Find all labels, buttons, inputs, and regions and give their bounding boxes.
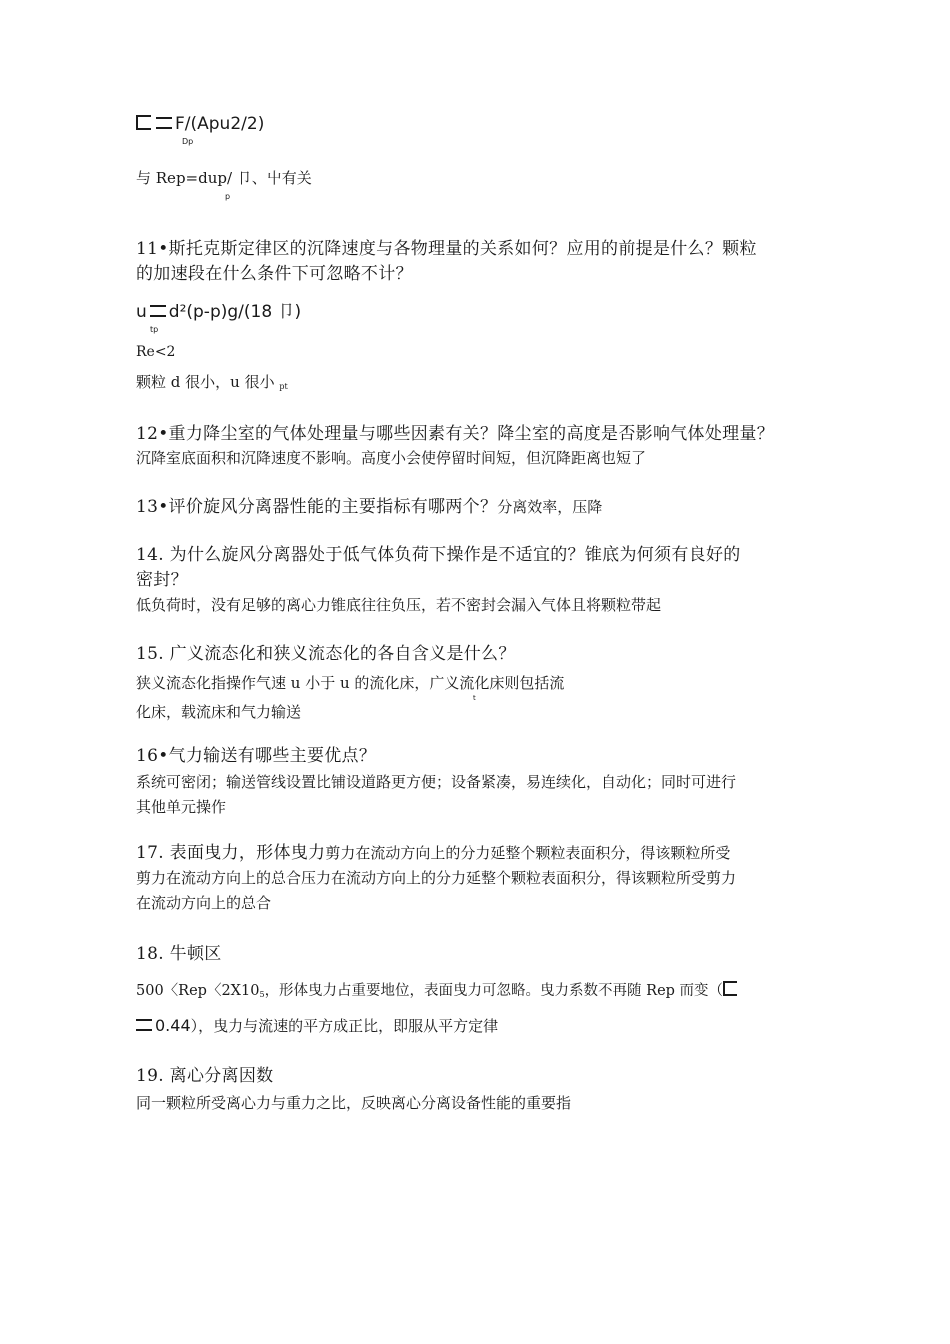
drag-coefficient-formula: [136, 115, 264, 133]
answer-18-box-glyph: [723, 981, 737, 996]
answer-14: 低负荷时，没有足够的离心力锥底往往负压，若不密封会漏入气体且将颗粒带起: [136, 596, 662, 614]
question-11-line1: 11•斯托克斯定律区的沉降速度与各物理量的关系如何？应用的前提是什么？颗粒: [136, 239, 757, 259]
particle-subscript: pt: [279, 382, 288, 391]
question-16: 16•气力输送有哪些主要优点？: [136, 746, 377, 766]
answer-19: 同一颗粒所受离心力与重力之比，反映离心分离设备性能的重要指: [136, 1094, 572, 1112]
question-13-text: 13•评价旋风分离器性能的主要指标有哪两个？: [136, 497, 498, 517]
formula-subscript: tp: [150, 325, 159, 334]
equals-glyph: [156, 117, 172, 129]
question-13: [136, 499, 602, 516]
particle-text: 颗粒 d 很小，u 很小: [136, 373, 275, 391]
answer-18-line1: [136, 981, 739, 999]
answer-18-line2: [136, 1018, 498, 1034]
answer-18-exponent: 5: [259, 990, 265, 999]
rep-subscript: p: [225, 192, 231, 201]
formula-text: d²(p-p)g/(18 卩): [168, 302, 302, 322]
answer-17-line2: 剪力在流动方向上的总合压力在流动方向上的分力延整个颗粒表面积分，得该颗粒所受剪力: [136, 869, 737, 887]
answer-15-line1: 狭义流态化指操作气速 u 小于 u 的流化床，广义流化床则包括流: [136, 674, 565, 692]
rep-relation: 与 Rep=dup/ 卩、屮有关: [136, 169, 312, 187]
formula-text: F/(Apu2/2): [175, 114, 265, 134]
answer-17-line1: 剪力在流动方向上的分力延整个颗粒表面积分，得该颗粒所受: [325, 844, 731, 862]
answer-16-line1: 系统可密闭；输送管线设置比铺设道路更方便；设备紧凑，易连续化，自动化；同时可进行: [136, 773, 737, 791]
question-14-line1: 14. 为什么旋风分离器处于低气体负荷下操作是不适宜的？锥底为何须有良好的: [136, 545, 741, 565]
question-19: 19. 离心分离因数: [136, 1066, 274, 1086]
question-11-line2: 的加速段在什么条件下可忽略不计？: [136, 264, 413, 284]
answer-18-text: ，形体曳力占重要地位，表面曳力可忽略。曳力系数不再随 Rep 而变（: [264, 983, 724, 999]
question-14-line2: 密封？: [136, 570, 188, 590]
answer-17-line3: 在流动方向上的总合: [136, 894, 272, 912]
question-15: 15. 广义流态化和狭义流态化的各自含义是什么？: [136, 644, 516, 664]
drag-coefficient-value: 0.44: [155, 1016, 191, 1035]
formula-subscript: Dp: [182, 137, 194, 146]
formula-u: u: [136, 302, 147, 322]
reynolds-condition: Re<2: [136, 344, 176, 360]
question-12: 12•重力降尘室的气体处理量与哪些因素有关？降尘室的高度是否影响气体处理量？: [136, 424, 775, 444]
equals-glyph: [150, 305, 166, 317]
answer-13: 分离效率，压降: [497, 498, 603, 516]
settling-velocity-formula: [136, 304, 301, 321]
question-17-line1: [136, 845, 730, 862]
answer-15-subscript: t: [473, 694, 476, 702]
answer-16-line2: 其他单元操作: [136, 798, 227, 816]
answer-18-line2-text: ），曳力与流速的平方成正比，即服从平方定律: [190, 1017, 499, 1035]
answer-15-line2: 化床，载流床和气力输送: [136, 703, 302, 721]
answer-18-range: 500〈Rep〈2X10: [136, 983, 260, 999]
question-17-head: 17. 表面曳力，形体曳力: [136, 843, 326, 863]
equals-glyph: [136, 1019, 152, 1031]
answer-12: 沉降室底面积和沉降速度不影响。高度小会使停留时间短，但沉降距离也短了: [136, 449, 647, 467]
particle-condition: [136, 375, 288, 391]
question-18: 18. 牛顿区: [136, 944, 222, 964]
formula-box-glyph: [136, 115, 151, 130]
